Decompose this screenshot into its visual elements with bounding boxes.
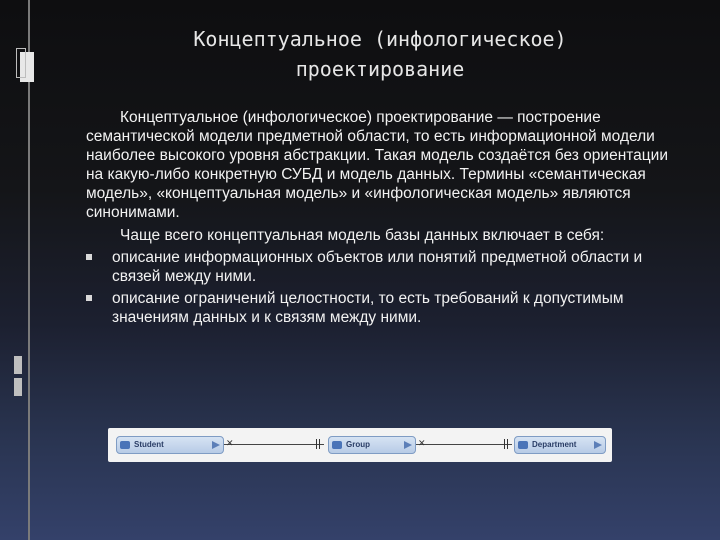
square-bullet-icon xyxy=(86,295,92,301)
relation-tick xyxy=(319,439,320,449)
entity-department[interactable] xyxy=(514,436,606,454)
entity-student[interactable] xyxy=(116,436,224,454)
table-icon xyxy=(120,441,130,449)
table-icon xyxy=(332,441,342,449)
title-line-1: Концептуальное (инфологическое) xyxy=(193,27,567,51)
slide-body xyxy=(86,108,676,327)
bullet-item-2 xyxy=(86,289,676,327)
entity-label: Student xyxy=(134,440,164,449)
connector-group-department xyxy=(416,444,512,445)
decor-outline-top xyxy=(16,48,26,78)
connector-student-group xyxy=(224,444,324,445)
slide-title xyxy=(100,24,660,84)
decor-block-bottom-1 xyxy=(14,356,22,374)
square-bullet-icon xyxy=(86,254,92,260)
entity-group[interactable] xyxy=(328,436,416,454)
entity-label: Department xyxy=(532,440,577,449)
paragraph-intro: Чаще всего концептуальная модель базы данных включает в себя: xyxy=(120,227,605,244)
title-line-2: проектирование xyxy=(295,57,465,81)
relation-tick xyxy=(507,439,508,449)
table-icon xyxy=(518,441,528,449)
er-diagram xyxy=(108,428,612,462)
paragraph-definition: Концептуальное (инфологическое) проектирование — построение семантической модели предметной области, то есть информационной модели наиболее высокого уровня абстракции. Такая модель создаётся без ориентации на какую-либо конкретную СУБД и модель данных. Термины «семантическая модель», «концептуальная модель» и «инфологическая модель» являются синонимами. xyxy=(86,109,668,221)
relation-tick xyxy=(504,439,505,449)
bullet-item-1 xyxy=(86,248,676,286)
decor-block-bottom-2 xyxy=(14,378,22,396)
expand-arrow-icon xyxy=(212,441,220,449)
expand-arrow-icon xyxy=(594,441,602,449)
relation-marker-icon: ✕ xyxy=(226,439,234,449)
bullet-text-2: описание ограничений целостности, то есть требований к допустимым значениям данных и к связям между ними. xyxy=(112,290,624,326)
relation-tick xyxy=(316,439,317,449)
expand-arrow-icon xyxy=(404,441,412,449)
entity-label: Group xyxy=(346,440,370,449)
relation-marker-icon: ✕ xyxy=(418,439,426,449)
bullet-text-1: описание информационных объектов или понятий предметной области и связей между ними. xyxy=(112,249,643,285)
